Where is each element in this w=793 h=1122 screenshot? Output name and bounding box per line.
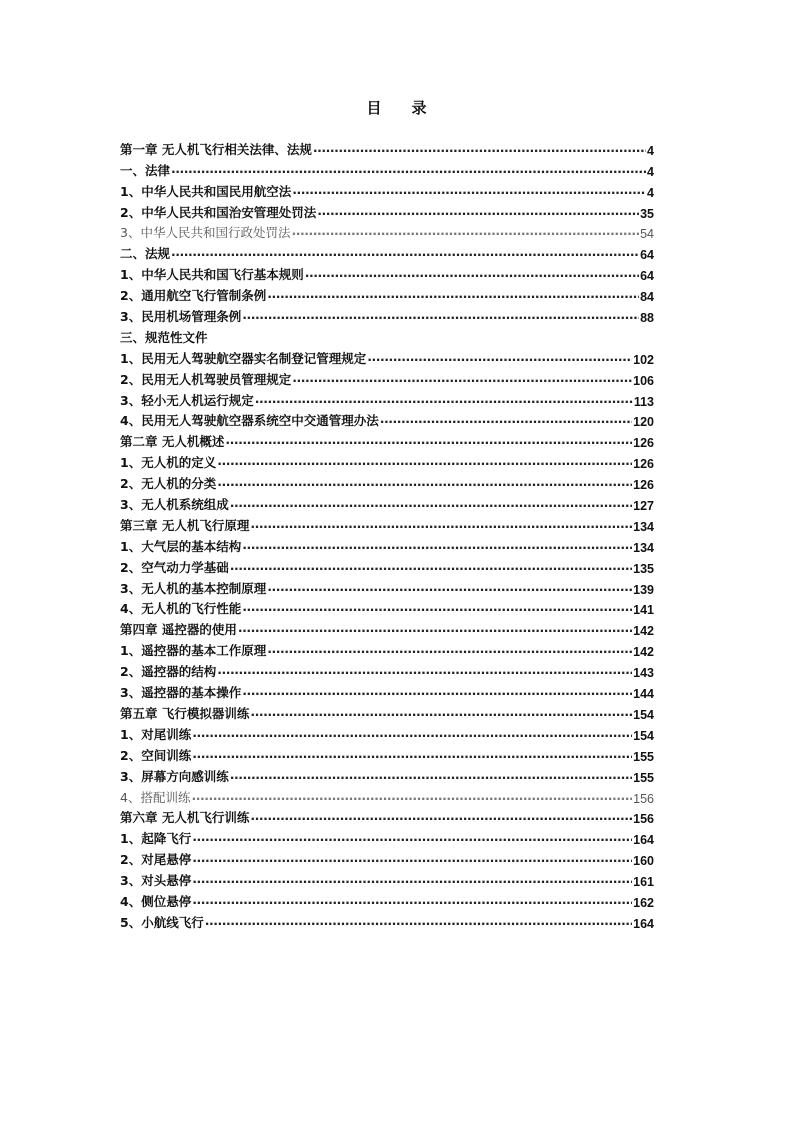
- toc-entry-label: 二、法规: [120, 246, 171, 262]
- toc-entry[interactable]: [120, 534, 654, 555]
- toc-leader-dots: [192, 874, 632, 889]
- toc-leader-dots: [230, 561, 632, 576]
- toc-entry[interactable]: [120, 283, 654, 304]
- toc-entry-page: 160: [633, 854, 654, 869]
- toc-entry-label: 4、无人机的飞行性能: [120, 601, 242, 617]
- toc-entry-label: 4、侧位悬停: [120, 893, 192, 909]
- toc-leader-dots: [230, 498, 632, 513]
- toc-leader-dots: [267, 644, 632, 659]
- toc-entry[interactable]: [120, 450, 654, 471]
- toc-entry[interactable]: [120, 346, 654, 367]
- toc-entry-page: 106: [633, 373, 654, 388]
- toc-entry[interactable]: [120, 659, 654, 680]
- toc-entry[interactable]: [120, 221, 654, 242]
- toc-leader-dots: [367, 352, 632, 367]
- toc-leader-dots: [217, 456, 632, 471]
- toc-leader-dots: [250, 707, 632, 722]
- toc-entry-label: 第六章 无人机飞行训练: [120, 810, 250, 826]
- toc-entry[interactable]: [120, 910, 654, 931]
- toc-entry[interactable]: [120, 409, 654, 430]
- toc-entry[interactable]: [120, 262, 654, 283]
- toc-leader-dots: [171, 164, 646, 179]
- toc-entry[interactable]: [120, 367, 654, 388]
- toc-leader-dots: [250, 811, 632, 826]
- toc-entry-page: 84: [640, 290, 654, 305]
- toc-leader-dots: [191, 791, 632, 806]
- toc-entry-label: 第三章 无人机飞行原理: [120, 517, 250, 533]
- toc-leader-dots: [217, 477, 632, 492]
- toc-entry[interactable]: [120, 555, 654, 576]
- toc-leader-dots: [313, 143, 646, 158]
- toc-leader-dots: [192, 749, 632, 764]
- toc-leader-dots: [171, 247, 639, 262]
- toc-entry-page: 102: [633, 352, 654, 367]
- toc-entry-page: 154: [633, 728, 654, 743]
- toc-leader-dots: [192, 895, 632, 910]
- toc-entry[interactable]: [120, 617, 654, 638]
- toc-entry[interactable]: [120, 179, 654, 200]
- toc-entry-label: 2、空气动力学基础: [120, 559, 229, 575]
- toc-entry-label: 3、中华人民共和国行政处罚法: [120, 225, 291, 241]
- toc-entry-page: 164: [633, 916, 654, 931]
- toc-entry-page: 135: [633, 561, 654, 576]
- toc-leader-dots: [192, 832, 632, 847]
- toc-entry-page: 134: [633, 519, 654, 534]
- toc-leader-dots: [317, 206, 639, 221]
- toc-leader-dots: [242, 310, 639, 325]
- toc-entry-page: 127: [633, 499, 654, 514]
- toc-entry-page: 142: [633, 645, 654, 660]
- toc-entry-page: 154: [633, 707, 654, 722]
- toc-entry-label: 4、搭配训练: [120, 789, 191, 805]
- toc-entry-label: 1、无人机的定义: [120, 455, 217, 471]
- toc-entry[interactable]: [120, 471, 654, 492]
- toc-entry[interactable]: [120, 137, 654, 158]
- toc-entry-page: 4: [647, 143, 654, 158]
- toc-entry-label: 3、轻小无人机运行规定: [120, 392, 254, 408]
- toc-leader-dots: [291, 226, 639, 241]
- toc-leader-dots: [242, 602, 632, 617]
- toc-entry[interactable]: [120, 701, 654, 722]
- toc-leader-dots: [267, 289, 639, 304]
- toc-entry-page: 156: [633, 791, 654, 806]
- toc-entry[interactable]: [120, 200, 654, 221]
- toc-entry-page: 126: [633, 457, 654, 472]
- toc-entry-page: 142: [633, 624, 654, 639]
- toc-leader-dots: [225, 435, 632, 450]
- toc-entry-label: 第五章 飞行模拟器训练: [120, 705, 250, 721]
- toc-entry-page: 120: [633, 415, 654, 430]
- toc-entry-label: 1、大气层的基本结构: [120, 538, 242, 554]
- toc-entry-page: 139: [633, 582, 654, 597]
- toc-leader-dots: [292, 373, 632, 388]
- toc-entry-label: 一、法律: [120, 162, 171, 178]
- toc-entry-label: 1、中华人民共和国民用航空法: [120, 183, 292, 199]
- toc-leader-dots: [242, 540, 632, 555]
- toc-leader-dots: [230, 770, 632, 785]
- toc-entry[interactable]: [120, 722, 654, 743]
- toc-leader-dots: [255, 394, 633, 409]
- toc-entry-label: 1、对尾训练: [120, 726, 192, 742]
- toc-entry[interactable]: [120, 576, 654, 597]
- toc-entry-label: 3、民用机场管理条例: [120, 309, 242, 325]
- toc-entry-label: 5、小航线飞行: [120, 914, 204, 930]
- toc-leader-dots: [380, 414, 632, 429]
- toc-leader-dots: [267, 582, 632, 597]
- toc-entry-page: 64: [640, 269, 654, 284]
- toc-entry-page: 126: [633, 478, 654, 493]
- toc-leader-dots: [250, 519, 632, 534]
- toc-entry-label: 2、空间训练: [120, 747, 192, 763]
- toc-entry[interactable]: [120, 325, 654, 346]
- toc-entry[interactable]: [120, 492, 654, 513]
- toc-entry-page: 4: [647, 164, 654, 179]
- toc-entry-label: 3、屏幕方向感训练: [120, 768, 229, 784]
- toc-entry-label: 3、无人机的基本控制原理: [120, 580, 267, 596]
- toc-entry-page: 54: [640, 227, 654, 242]
- toc-entry[interactable]: [120, 889, 654, 910]
- toc-entry-label: 2、无人机的分类: [120, 476, 217, 492]
- toc-entry-page: 164: [633, 833, 654, 848]
- toc-entry-label: 第一章 无人机飞行相关法律、法规: [120, 141, 312, 157]
- toc-entry-label: 2、民用无人机驾驶员管理规定: [120, 371, 292, 387]
- toc-entry-page: 88: [640, 311, 654, 326]
- toc-entry-label: 第二章 无人机概述: [120, 434, 225, 450]
- toc-entry-label: 3、无人机系统组成: [120, 497, 229, 513]
- toc-entry[interactable]: [120, 388, 654, 409]
- toc-entry-page: 156: [633, 812, 654, 827]
- toc-leader-dots: [242, 686, 632, 701]
- toc-entry-label: 3、遥控器的基本操作: [120, 685, 242, 701]
- toc-title-right: 录: [411, 99, 427, 117]
- toc-entry-page: 162: [633, 895, 654, 910]
- toc-title: [0, 97, 793, 118]
- toc-entry[interactable]: [120, 597, 654, 618]
- toc-entry[interactable]: [120, 241, 654, 262]
- toc-entry[interactable]: [120, 826, 654, 847]
- toc-entry[interactable]: [120, 743, 654, 764]
- toc-entry[interactable]: [120, 764, 654, 785]
- toc-entry[interactable]: [120, 158, 654, 179]
- toc-entry-page: 144: [633, 687, 654, 702]
- toc-entry-label: 1、中华人民共和国飞行基本规则: [120, 267, 304, 283]
- toc-entry[interactable]: [120, 868, 654, 889]
- toc-entry-label: 3、对头悬停: [120, 873, 192, 889]
- toc-entry-page: 155: [633, 770, 654, 785]
- toc-entry[interactable]: [120, 304, 654, 325]
- table-of-contents: [120, 137, 654, 931]
- toc-entry-label: 1、遥控器的基本工作原理: [120, 643, 267, 659]
- toc-entry[interactable]: [120, 513, 654, 534]
- toc-entry[interactable]: [120, 638, 654, 659]
- toc-entry-label: 2、中华人民共和国治安管理处罚法: [120, 204, 317, 220]
- toc-leader-dots: [192, 728, 632, 743]
- toc-leader-dots: [217, 665, 632, 680]
- toc-entry-page: 64: [640, 248, 654, 263]
- toc-leader-dots: [192, 853, 632, 868]
- toc-entry-label: 2、遥控器的结构: [120, 664, 217, 680]
- toc-leader-dots: [305, 268, 639, 283]
- toc-entry[interactable]: [120, 785, 654, 806]
- toc-entry-label: 1、民用无人驾驶航空器实名制登记管理规定: [120, 350, 367, 366]
- toc-entry-label: 2、通用航空飞行管制条例: [120, 288, 267, 304]
- toc-entry-page: 35: [640, 206, 654, 221]
- toc-entry-label: 第四章 遥控器的使用: [120, 622, 237, 638]
- toc-leader-dots: [205, 916, 632, 931]
- toc-entry-label: 1、起降飞行: [120, 831, 192, 847]
- toc-entry-label: 三、规范性文件: [120, 329, 208, 345]
- toc-leader-dots: [238, 623, 632, 638]
- toc-entry-page: 113: [633, 394, 654, 409]
- toc-entry-label: 4、民用无人驾驶航空器系统空中交通管理办法: [120, 413, 379, 429]
- toc-entry-page: 143: [633, 666, 654, 681]
- toc-entry[interactable]: [120, 680, 654, 701]
- toc-leader-dots: [292, 185, 646, 200]
- toc-entry[interactable]: [120, 429, 654, 450]
- toc-title-left: 目: [366, 99, 382, 117]
- toc-entry-page: 161: [633, 875, 654, 890]
- toc-entry-page: 141: [633, 603, 654, 618]
- toc-entry-label: 2、对尾悬停: [120, 852, 192, 868]
- toc-entry-page: 4: [647, 185, 654, 200]
- toc-entry-page: 126: [633, 436, 654, 451]
- toc-entry-page: 134: [633, 540, 654, 555]
- toc-entry[interactable]: [120, 847, 654, 868]
- toc-entry-page: 155: [633, 749, 654, 764]
- toc-entry[interactable]: [120, 806, 654, 827]
